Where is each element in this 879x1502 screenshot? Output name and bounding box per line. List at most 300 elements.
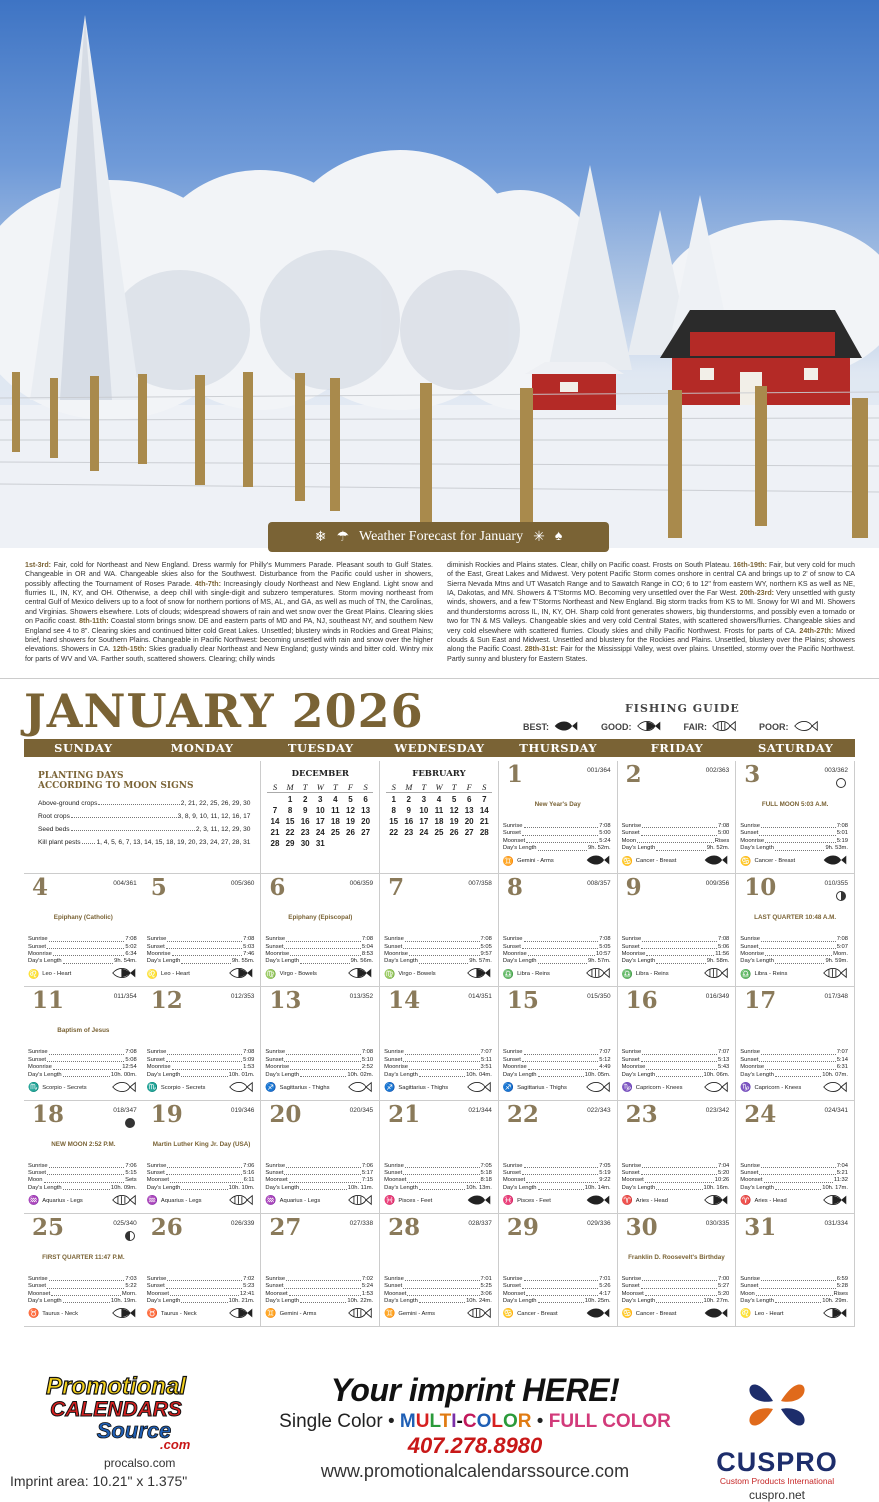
almanac-label: Day's Length [621,1184,656,1191]
mini-day: 22 [285,828,295,837]
almanac-value: 5:25 [480,1283,492,1290]
almanac-data [265,1276,373,1306]
zodiac-label: Scorpio - Secrets [42,1084,87,1091]
almanac-data [503,1049,611,1079]
dot-leader [405,1163,480,1168]
dot-leader [637,838,714,843]
almanac-row [740,936,848,943]
day-cell [24,874,143,987]
almanac-value: 5:10 [361,1056,374,1063]
zodiac-label: Gemini - Arms [517,858,554,865]
almanac-data [503,1163,611,1193]
mini-day: 16 [404,817,414,826]
almanac-label: Sunrise [740,1275,760,1282]
almanac-row [265,1064,373,1071]
day-of-year: 029/336 [587,1219,611,1227]
almanac-label: Sunset [384,1056,403,1063]
multi-letter: U [415,1411,430,1432]
almanac-row [503,1057,611,1064]
almanac-row [503,958,611,965]
dot-leader [765,1064,836,1069]
day-number: 20 [269,1100,302,1128]
almanac-value: 7:08 [836,936,848,943]
fish-poor-icon [822,1081,848,1095]
planting-row [38,813,250,820]
zodiac-label: Scorpio - Secrets [160,1084,206,1091]
dot-leader [166,944,242,949]
almanac-label: Sunset [265,1056,284,1063]
almanac-label: Sunrise [502,823,523,829]
fish-fair-icon [585,967,611,981]
dot-leader [290,1064,361,1069]
day-of-year: 025/340 [113,1219,137,1227]
almanac-data [740,823,848,853]
almanac-label: Moon [28,1177,43,1184]
dot-leader [181,958,231,963]
mini-day: 27 [361,828,371,837]
almanac-row [28,1064,137,1071]
almanac-label: Moonset [146,1177,169,1184]
zodiac-label: Aquarius - Legs [42,1197,83,1204]
day-number: 22 [506,1100,539,1128]
almanac-label: Day's Length [265,1298,300,1305]
dot-leader [170,1177,243,1182]
almanac-row [384,1291,492,1298]
dot-leader [49,1276,125,1281]
mini-calendar-title: DECEMBER [291,769,349,779]
zodiac-label: Virgo - Bowels [398,971,436,978]
almanac-row [384,1185,492,1192]
zodiac-icon: ♊ [384,1308,396,1319]
almanac-row [384,1177,492,1184]
day-cell [143,987,262,1100]
fish-poor-icon [585,1081,611,1095]
almanac-label: Sunrise [740,936,760,943]
almanac-label: Sunset [621,1283,640,1290]
almanac-data [265,1049,373,1079]
mini-day: 12 [449,806,459,815]
psc-url: procalso.com [104,1456,176,1470]
almanac-value: 8:18 [480,1177,492,1184]
fish-best-icon [585,1194,611,1208]
almanac-label: Sunset [265,1170,284,1176]
day-cell [24,1214,143,1327]
almanac-value: 7:08 [480,936,492,943]
almanac-row [384,1276,492,1283]
dot-leader [181,1072,227,1077]
day-cell [499,874,618,987]
fish-fair-icon [466,1307,492,1321]
almanac-value: 9:57 [480,951,492,957]
almanac-row [147,1283,255,1290]
fishing-poor-label: POOR: [759,722,789,732]
day-of-year: 020/345 [349,1106,374,1114]
almanac-label: Day's Length [740,1184,774,1191]
fish-fair-icon [347,1194,373,1208]
almanac-value: 7:08 [125,936,137,943]
day-cell [618,1101,737,1214]
fish-best-icon [703,1307,729,1321]
almanac-value: 5:21 [836,1170,848,1176]
moon-phase-icon [125,1118,135,1128]
almanac-row [503,1283,611,1290]
almanac-row [28,1170,137,1177]
day-number: 2 [625,761,642,788]
almanac-label: Moonset [265,1177,288,1184]
zodiac-icon: ♋ [740,855,752,866]
dot-leader [407,1177,479,1182]
multi-letter: T [439,1411,452,1432]
almanac-label: Day's Length [621,1298,656,1305]
almanac-row [503,1049,611,1056]
zodiac-icon: ♒ [265,1195,277,1206]
mini-day: 10 [419,806,429,815]
mini-day: 4 [333,795,338,804]
fishing-best-label: BEST: [523,722,550,732]
almanac-value: 12:54 [122,1064,137,1071]
month-name: JANUARY [24,684,275,738]
zodiac-row [28,1081,137,1095]
zodiac-label: Cancer - Breast [635,1310,677,1317]
almanac-value: 7:07 [480,1049,492,1056]
dot-leader [63,1298,110,1303]
dot-leader [49,936,125,941]
zodiac-row [622,967,730,981]
dot-leader [403,944,479,949]
zodiac-row [622,1307,730,1321]
day-number: 13 [269,987,302,1015]
leaf-icon: ♠ [554,529,563,544]
dot-leader [71,813,177,818]
almanac-row [740,838,848,845]
almanac-value: 1:53 [243,1064,255,1071]
day-event: Epiphany (Episcopal) [288,914,353,922]
svg-text:Source: Source [96,1418,172,1440]
dot-leader [641,1283,717,1288]
mini-day: 28 [479,828,489,837]
dot-leader [167,1276,242,1281]
dot-leader [286,1049,361,1054]
almanac-row [740,830,848,837]
zodiac-label: Sagittarius - Thighs [279,1084,330,1091]
zodiac-icon: ♈ [740,1195,752,1206]
almanac-row [28,1298,137,1305]
almanac-row [503,823,611,830]
mini-weekday: S [386,782,401,793]
almanac-label: Day's Length [146,1184,181,1191]
day-event: Franklin D. Roosevelt's Birthday [628,1253,725,1261]
almanac-label: Day's Length [384,1184,418,1191]
almanac-label: Sunrise [146,936,167,943]
almanac-value: 5:05 [599,943,611,950]
dot-leader [756,1291,833,1296]
planting-row [38,826,250,833]
dot-leader [300,1185,347,1190]
banner-title: Weather Forecast for January [359,529,524,544]
zodiac-icon: ♌ [146,968,158,979]
almanac-value: 5:43 [717,1064,730,1071]
almanac-value: 10h. 06m. [703,1071,730,1078]
almanac-label: Moonset [384,1290,407,1297]
almanac-value: 7:08 [243,936,255,943]
almanac-label: Sunset [621,830,640,837]
almanac-row [265,944,373,951]
dot-leader [170,1291,239,1296]
planting-label: Above-ground crops [38,799,98,807]
almanac-label: Sunset [28,1170,47,1176]
almanac-value: 5:17 [361,1170,374,1176]
day-cell [24,1101,143,1214]
multi-letter: M [399,1411,416,1432]
day-number: 7 [388,874,405,902]
day-of-year: 015/350 [587,993,611,1001]
almanac-value: 11:32 [833,1177,848,1184]
almanac-label: Moonset [146,1290,169,1297]
dot-leader [656,1185,702,1190]
dot-leader [538,845,588,850]
planting-days-box [24,761,261,874]
fish-poor-icon [111,1081,137,1095]
cuspro-mark-icon [742,1372,812,1438]
almanac-value: 6:59 [836,1275,848,1282]
almanac-data [622,936,730,966]
dot-leader [761,823,836,828]
almanac-row [28,951,137,958]
day-of-year: 005/360 [230,880,255,888]
almanac-value: 10h. 27m. [703,1298,730,1305]
dot-leader [645,1291,717,1296]
almanac-value: 7:08 [599,823,611,829]
forecast-text: Skies gradually clear Northeast and New England; gusty winds and bitter cold. Wintry mix for parts of WV and VA. Farther south, scattered showers. Clearing; chilly winds [25,645,433,663]
almanac-label: Day's Length [621,845,656,852]
mini-day: 14 [270,817,280,826]
zodiac-label: Cancer - Breast [754,858,796,865]
almanac-label: Moonrise [265,1064,290,1071]
dot-leader [761,1049,836,1054]
almanac-label: Sunrise [621,1162,642,1169]
almanac-value: 10h. 05m. [584,1071,611,1078]
almanac-label: Moonrise [384,951,408,957]
day-cell [143,874,262,987]
day-number: 29 [506,1213,539,1241]
mini-weekday: M [283,782,298,793]
dot-leader [409,1064,480,1069]
almanac-label: Moonrise [146,951,171,957]
fish-best-icon [822,854,848,868]
almanac-row [740,845,848,852]
dot-leader [44,1177,125,1182]
almanac-value: 10h. 19m. [110,1298,137,1305]
dot-leader [53,951,125,956]
mini-weekday: T [298,782,313,793]
dot-leader [646,1064,717,1069]
almanac-label: Sunrise [384,1162,404,1169]
mini-day: 24 [315,828,325,837]
almanac-value: 7:15 [361,1177,374,1184]
fish-fair-icon [111,1194,137,1208]
mini-day: 10 [315,806,325,815]
day-of-year: 013/352 [349,993,374,1001]
almanac-label: Moonset [502,837,526,844]
dot-leader [71,826,195,831]
almanac-row [28,944,137,951]
almanac-value: 9h. 57m. [588,958,611,965]
day-cell [499,761,618,874]
imprint-block [265,1372,685,1482]
mini-weekday: S [477,782,492,793]
mini-day: 20 [464,817,474,826]
almanac-data [503,1276,611,1306]
almanac-value: 9:22 [599,1177,611,1184]
month-title [24,684,424,738]
mini-day: 4 [436,795,442,804]
moon-phase-icon [125,1231,135,1241]
day-of-year: 019/346 [230,1106,255,1114]
day-of-year: 008/357 [587,880,611,888]
dot-leader [642,1163,717,1168]
fish-poor-icon [703,1081,729,1095]
day-number: 28 [388,1213,421,1241]
almanac-value: 10h. 10m. [228,1184,255,1191]
zodiac-icon: ♓ [384,1195,396,1206]
almanac-label: Sunset [265,1283,284,1290]
dot-leader [419,1185,465,1190]
almanac-row [740,823,848,830]
moon-phase-icon [836,891,846,901]
almanac-row [147,1177,255,1184]
mini-day: 30 [300,839,310,848]
almanac-value: 5:19 [599,1170,611,1176]
zodiac-row [147,1194,255,1208]
almanac-data [147,1276,255,1306]
almanac-label: Sunrise [265,936,286,943]
weekday-label: WEDNESDAY [394,741,485,755]
mini-calendar-grid [267,782,373,848]
almanac-row [622,944,730,951]
forecast-date-range: 1st-3rd: [25,561,52,569]
almanac-row [740,1057,848,1064]
mini-day: 21 [270,828,280,837]
zodiac-icon: ♌ [28,968,40,979]
dot-leader [641,1170,717,1175]
almanac-value: 5:01 [836,830,848,837]
almanac-row [147,1291,255,1298]
almanac-value: 9h. 59m. [825,958,848,965]
almanac-value: 5:05 [480,943,492,950]
dot-leader [405,936,480,941]
dot-leader [289,1177,361,1182]
almanac-row [740,1064,848,1071]
almanac-data [265,1163,373,1193]
multi-letter: O [476,1411,492,1432]
almanac-row [622,958,730,965]
forecast-text: diminish Rockies and Plains states. Clear, chilly on Pacific coast. Frosts on South Plateau. [447,561,734,569]
almanac-value: 10h. 21m. [228,1298,255,1305]
almanac-row [384,1064,492,1071]
zodiac-row [622,1081,730,1095]
day-of-year: 027/338 [349,1219,374,1227]
almanac-row [147,1049,255,1056]
almanac-row [622,1064,730,1071]
almanac-value: 5:22 [125,1283,137,1290]
multi-letter: C [462,1411,477,1432]
mini-weekday: W [313,782,328,793]
mini-day: 3 [421,795,427,804]
weekday-label: TUESDAY [287,741,354,755]
fish-best-icon [585,854,611,868]
almanac-label: Day's Length [502,1298,537,1305]
day-event: FIRST QUARTER 11:47 P.M. [42,1253,125,1261]
almanac-row [503,1177,611,1184]
almanac-data [622,1163,730,1193]
day-event: Baptism of Jesus [57,1027,110,1035]
day-cell [618,874,737,987]
zodiac-label: Virgo - Bowels [279,971,317,978]
zodiac-row [622,854,730,868]
day-of-year: 016/349 [705,993,730,1001]
almanac-value: 7:08 [717,823,730,829]
almanac-label: Day's Length [28,1071,62,1078]
almanac-label: Sunrise [28,1162,48,1169]
dot-leader [526,1291,598,1296]
dot-leader [656,958,706,963]
dot-leader [761,936,836,941]
dot-leader [524,1049,599,1054]
almanac-label: Sunrise [740,1162,760,1169]
planting-label: Seed beds [38,825,70,833]
mini-day: 2 [302,795,308,804]
almanac-row [265,1049,373,1056]
forecast-text: Very unsettled with gusty winds, showers, and a few T'Storms Northeast and New England. Big storm tracks from KS to MI. Snowy for WI and MI. Showers and thunderstorms across IL, IN, KY, OH. Sharp cold front generates showers, big thunderstorms, and possibly even a tornado or two for TN & MS Valleys. Changeable skies and very cold Central States, with scattered showers/flurries. Changeable skies and very cold elsewhere with scattered flurries. Cloudy skies and chilly Pacific Northwest. Frosts for parts of CA. [447,589,855,635]
mini-day: 15 [285,817,295,826]
almanac-row [265,1072,373,1079]
day-cell [499,1101,618,1214]
almanac-label: Sunset [740,1283,759,1290]
zodiac-icon: ♒ [28,1195,40,1206]
forecast-date-range: 20th-23rd: [739,589,775,598]
dot-leader [98,800,179,805]
dot-leader [538,1298,584,1303]
day-of-year: 031/334 [824,1219,848,1227]
planting-value: 2, 3, 11, 12, 29, 30 [195,825,251,833]
forecast-text: Mixed clouds & Sun East and Midwest. Unsettled and blustery for the Rockies and Plains. Unsettled, blustery over the Plains; showers along the Pacific Coast. [447,626,855,654]
day-number: 8 [506,874,523,902]
zodiac-row [147,1081,255,1095]
almanac-label: Sunset [502,1283,521,1290]
zodiac-row [384,1307,492,1321]
dot-leader [53,1064,121,1069]
mini-day: 31 [315,839,325,848]
almanac-row [147,936,255,943]
almanac-row [503,1072,611,1079]
day-event: Martin Luther King Jr. Day (USA) [152,1140,251,1148]
almanac-value: 7:08 [361,936,374,943]
almanac-data [503,936,611,966]
day-number: 18 [32,1100,65,1128]
almanac-value: 9h. 53m. [825,845,848,852]
zodiac-label: Cancer - Breast [517,1310,558,1317]
almanac-value: Rises [714,837,730,844]
almanac-label: Day's Length [28,1298,62,1305]
almanac-row [28,1177,137,1184]
opt-single: Single Color • [279,1411,395,1432]
planting-label: Kill plant pests [38,838,81,846]
almanac-value: 5:16 [243,1170,255,1176]
dot-leader [419,1298,465,1303]
day-of-year: 009/356 [705,880,730,888]
zodiac-label: Capricorn - Knees [754,1084,802,1091]
zodiac-icon: ♒ [146,1195,158,1206]
